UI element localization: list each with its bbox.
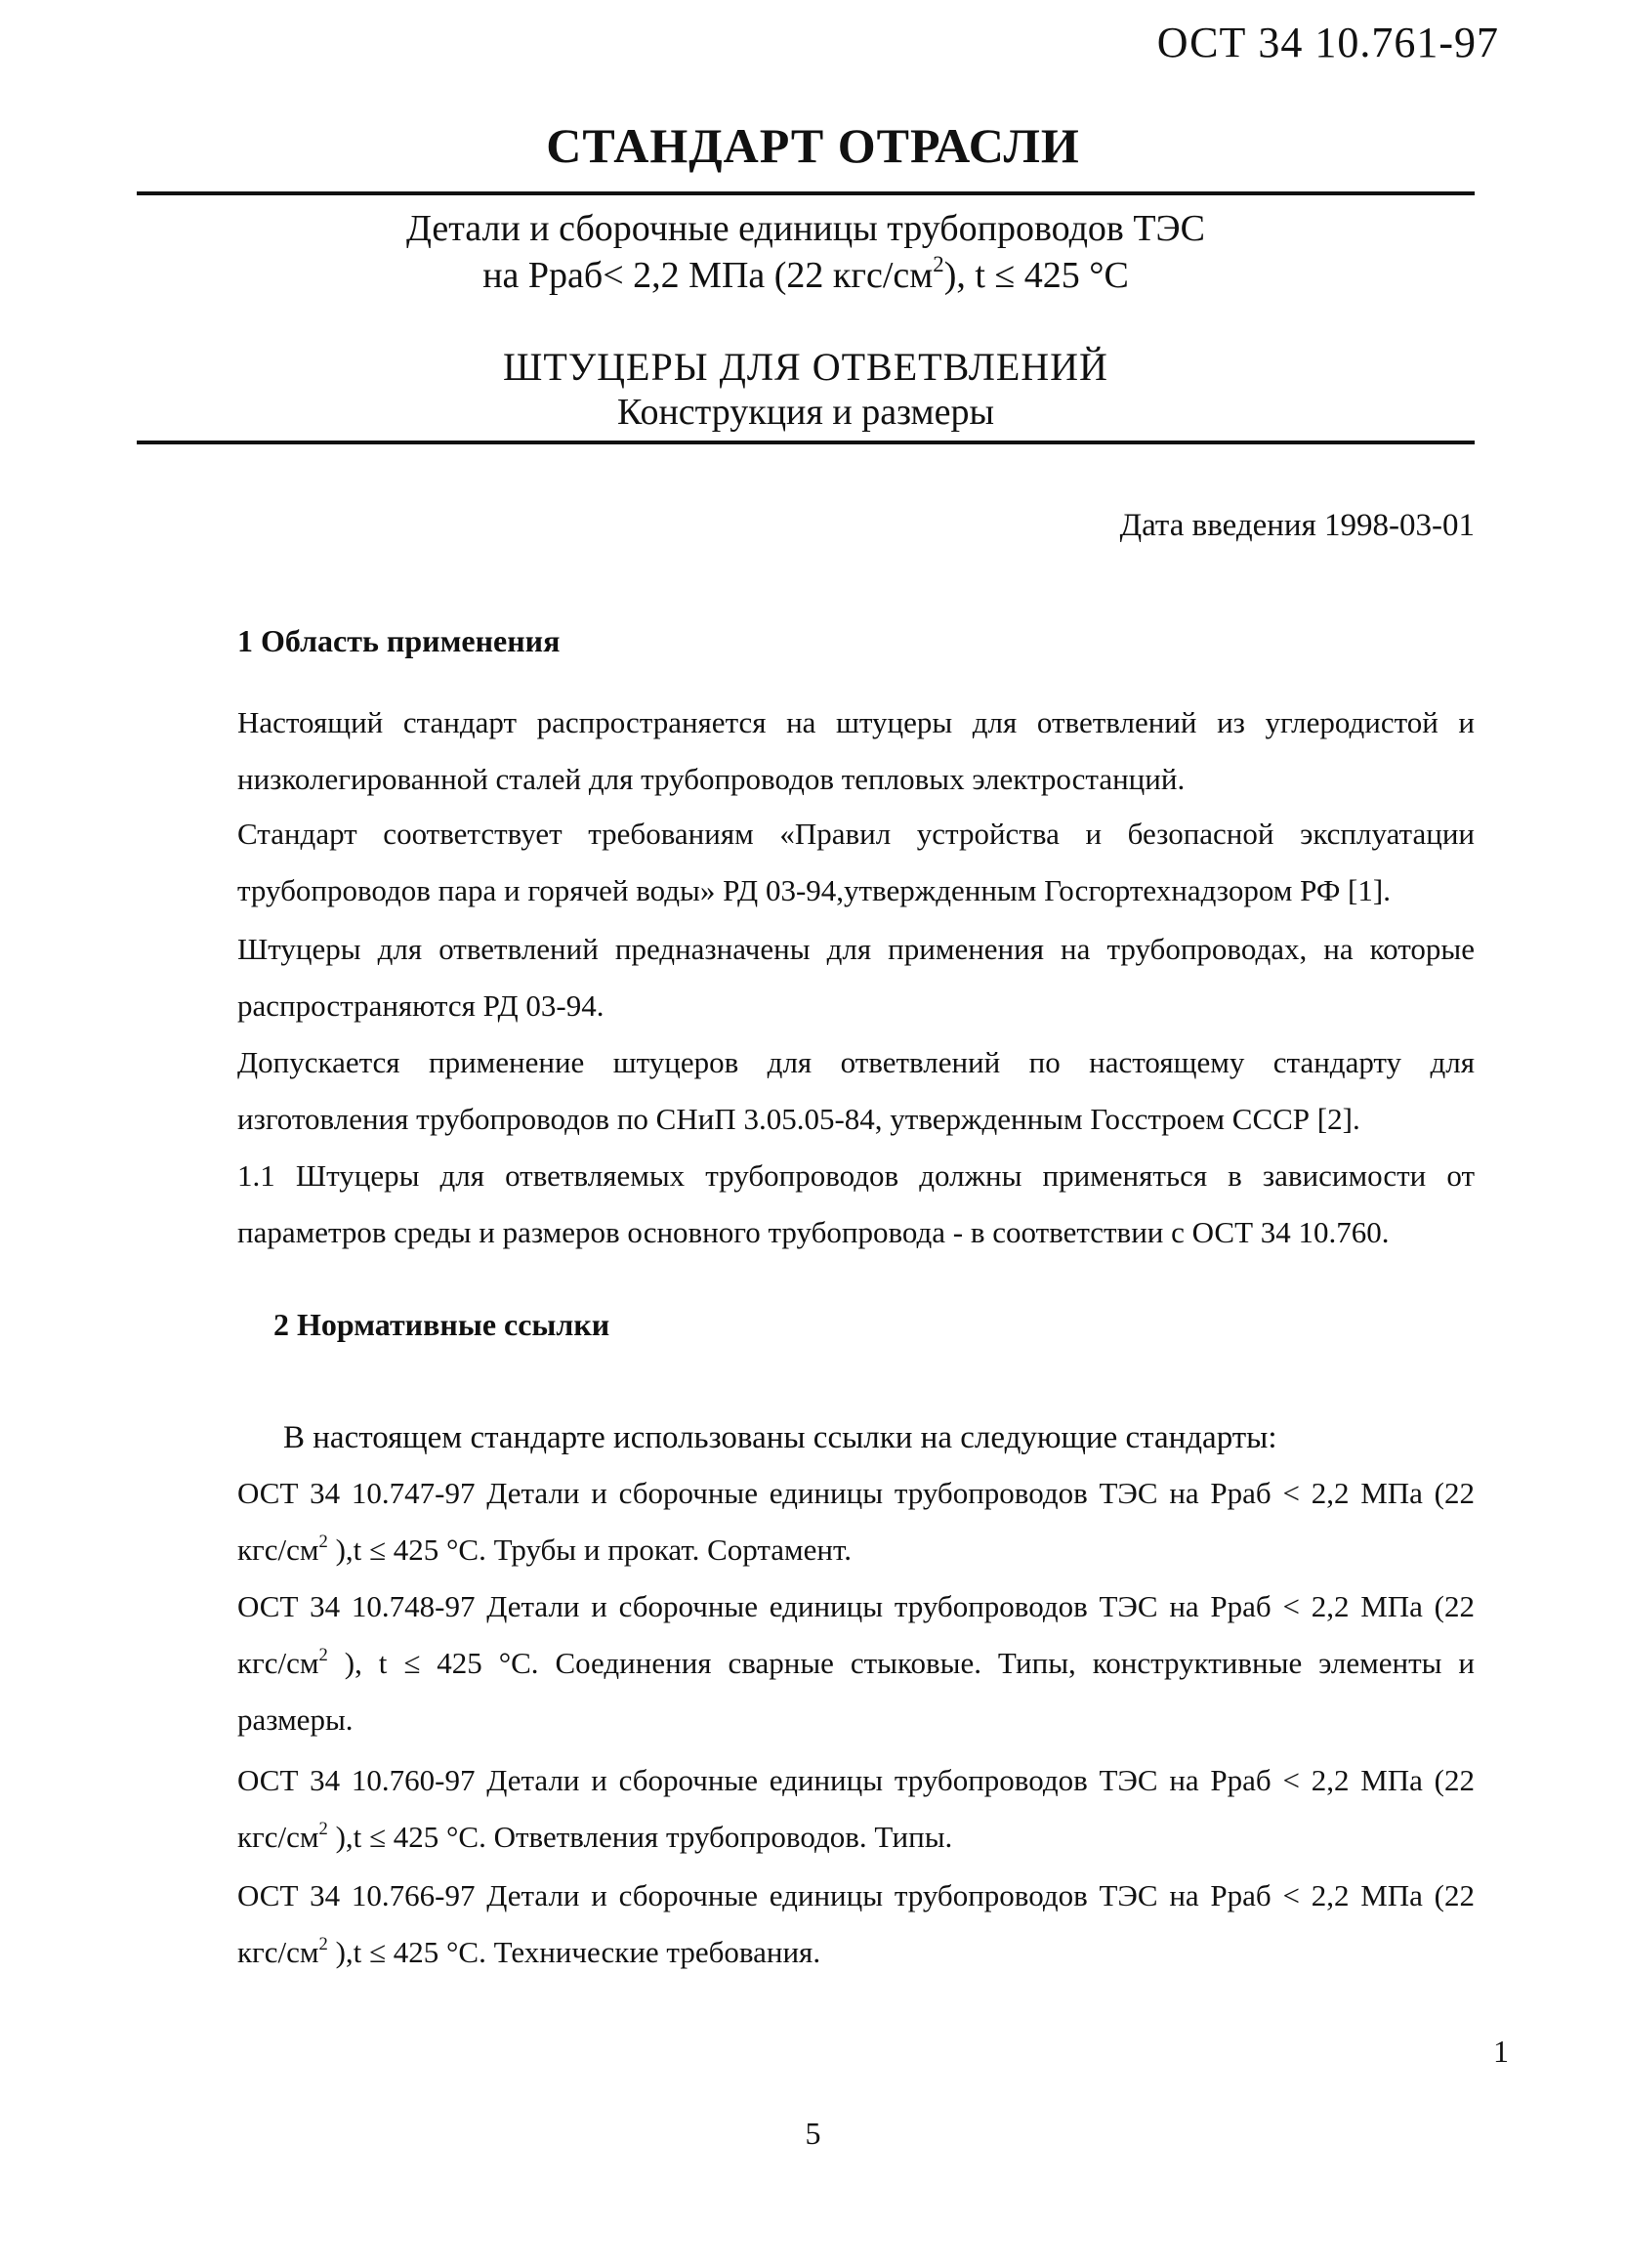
subtitle-line-1: Детали и сборочные единицы трубопроводов ТЭС xyxy=(405,208,1205,249)
section-1-paragraph xyxy=(145,806,1475,919)
document-title: ШТУЦЕРЫ ДЛЯ ОТВЕТВЛЕНИЙ xyxy=(503,345,1108,389)
superscript: 2 xyxy=(318,1818,328,1839)
reference-text-part: ОСТ 34 10.760-97 Детали и сборочные единицы трубопроводов ТЭС на Рраб < 2,2 МПа (22 кгс/см xyxy=(237,1763,1475,1854)
paragraph-text: Допускается применение штуцеров для ответвлений по настоящему стандарту для изготовления трубопроводов по СНиП 3.05.05-84, утвержденным Госстроем СССР [2]. xyxy=(237,1045,1475,1136)
reference-text-part: ), t ≤ 425 °С. Соединения сварные стыковые. Типы, конструктивные элементы и размеры. xyxy=(237,1646,1475,1737)
section-2-intro: В настоящем стандарте использованы ссылки на следующие стандарты: xyxy=(283,1420,1277,1455)
section-1-paragraph xyxy=(145,1034,1475,1148)
page-number: 5 xyxy=(805,2116,821,2151)
subtitle-line-2-text-end: ), t ≤ 425 °С xyxy=(943,255,1129,296)
section-2-heading: 2 Нормативные ссылки xyxy=(273,1307,610,1342)
reference-text-part: ),t ≤ 425 °С. Ответвления трубопроводов. Типы. xyxy=(327,1820,953,1854)
sheet-number: 1 xyxy=(1493,2034,1509,2069)
reference-text xyxy=(145,1465,1475,1578)
paragraph-text: Стандарт соответствует требованиям «Правил устройства и безопасной эксплуатации трубопроводов пара и горячей воды» РД 03-94,утвержденным Госгортехнадзором РФ [1]. xyxy=(237,817,1475,907)
section-1-paragraph xyxy=(145,1148,1475,1261)
section-1-paragraph xyxy=(145,921,1475,1034)
reference-text xyxy=(145,1868,1475,1981)
reference-item xyxy=(145,1752,1475,1866)
reference-item xyxy=(145,1868,1475,1981)
superscript: 2 xyxy=(933,252,944,277)
superscript: 2 xyxy=(318,1933,328,1954)
subtitle-line-2 xyxy=(137,254,1475,297)
document-subtitle: Конструкция и размеры xyxy=(617,392,994,433)
paragraph-text: Штуцеры для ответвлений предназначены для применения на трубопроводах, на которые распространяются РД 03-94. xyxy=(237,932,1475,1023)
subtitle-line-2-text: на Рраб< 2,2 МПа (22 кгс/см xyxy=(482,255,934,296)
top-rule xyxy=(137,191,1475,195)
reference-item xyxy=(145,1465,1475,1578)
document-code: ОСТ 34 10.761-97 xyxy=(1156,19,1499,66)
paragraph-text: 1.1 Штуцеры для ответвляемых трубопроводов должны применяться в зависимости от параметров среды и размеров основного трубопровода - в соответствии с ОСТ 34 10.760. xyxy=(237,1158,1475,1249)
reference-text xyxy=(145,1752,1475,1866)
section-1-paragraph xyxy=(145,694,1475,808)
superscript: 2 xyxy=(318,1531,328,1552)
reference-text-part: ОСТ 34 10.747-97 Детали и сборочные единицы трубопроводов ТЭС на Рраб < 2,2 МПа (22 кгс/см xyxy=(237,1476,1475,1567)
section-1-heading: 1 Область применения xyxy=(237,623,561,658)
reference-item xyxy=(145,1578,1475,1748)
superscript: 2 xyxy=(318,1644,328,1665)
reference-text-part: ),t ≤ 425 °С. Технические требования. xyxy=(327,1935,821,1969)
introduction-date: Дата введения 1998-03-01 xyxy=(1119,508,1475,543)
reference-text xyxy=(145,1578,1475,1748)
standard-type-heading: СТАНДАРТ ОТРАСЛИ xyxy=(546,118,1080,173)
bottom-rule xyxy=(137,441,1475,444)
reference-text-part: ),t ≤ 425 °С. Трубы и прокат. Сортамент. xyxy=(327,1533,852,1567)
reference-text-part: ОСТ 34 10.766-97 Детали и сборочные единицы трубопроводов ТЭС на Рраб < 2,2 МПа (22 кгс/см xyxy=(237,1878,1475,1969)
paragraph-text: Настоящий стандарт распространяется на штуцеры для ответвлений из углеродистой и низколегированной сталей для трубопроводов тепловых электростанций. xyxy=(237,705,1475,796)
reference-text-part: ОСТ 34 10.748-97 Детали и сборочные единицы трубопроводов ТЭС на Рраб < 2,2 МПа (22 кгс/см xyxy=(237,1589,1475,1680)
